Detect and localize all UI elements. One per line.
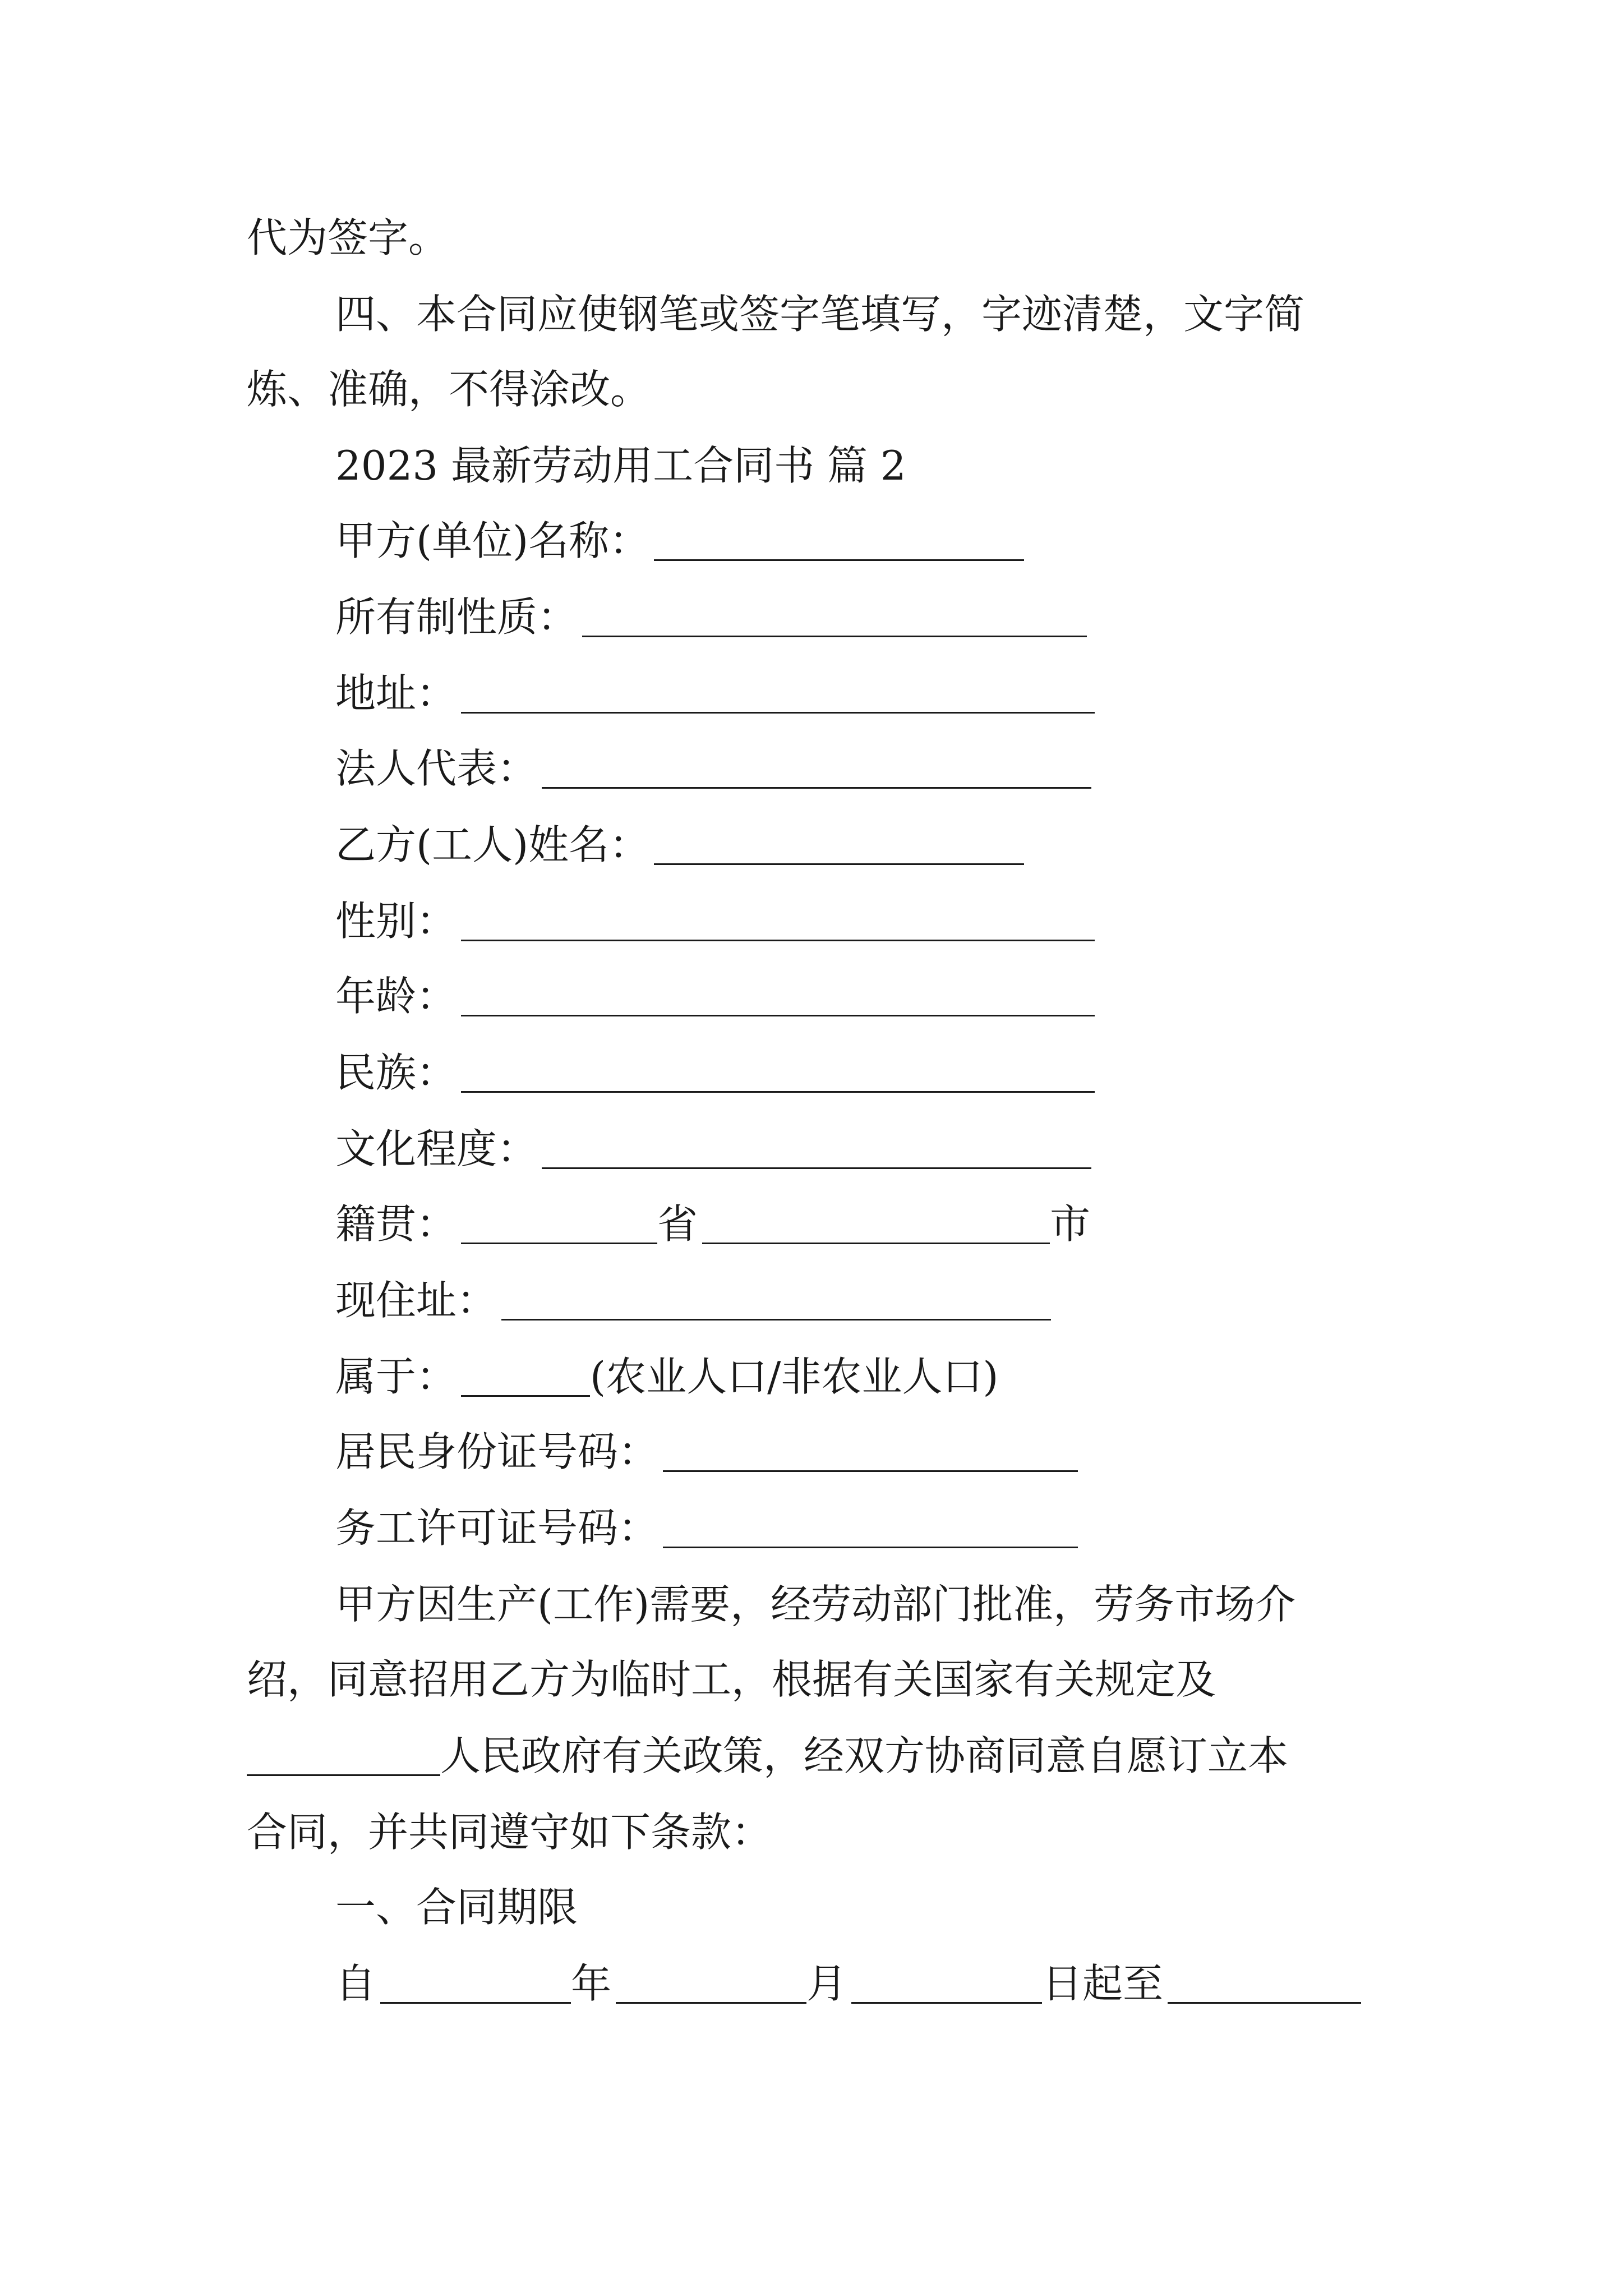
blank-line	[461, 905, 1095, 941]
blank-line	[461, 1056, 1095, 1093]
field-label: 所有制性质：	[335, 593, 578, 641]
field-label: 籍贯：	[335, 1200, 457, 1248]
gender-field	[335, 898, 1095, 945]
blank-line	[461, 980, 1095, 1016]
education-field	[335, 1125, 1091, 1172]
paragraph-text: 人民政府有关政策，经双方协商同意自愿订立本	[440, 1732, 1289, 1779]
province-label: 省	[657, 1200, 698, 1248]
section-heading: 一、合同期限	[335, 1884, 578, 1931]
clause-four-line-1: 四、本合同应使钢笔或签字笔填写，字迹清楚，文字简	[335, 291, 1305, 338]
belongs-options: (农业人口/非农业人口)	[590, 1353, 999, 1400]
blank-line	[851, 1967, 1042, 2004]
year-label: 年	[571, 1960, 612, 2007]
blank-line	[542, 752, 1091, 789]
paragraph-line: 甲方因生产(工作)需要，经劳动部门批准，劳务市场介	[335, 1581, 1296, 1628]
blank-line	[663, 1512, 1078, 1548]
blank-line	[616, 1967, 806, 2004]
blank-line	[1168, 1967, 1361, 2004]
field-label: 年龄：	[335, 973, 457, 1020]
blank-line	[702, 1208, 1050, 1244]
paragraph-line: 绍，同意招用乙方为临时工，根据有关国家有关规定及	[247, 1656, 1216, 1703]
clause-four-line-2: 炼、准确，不得涂改。	[247, 366, 651, 413]
blank-line	[654, 829, 1024, 865]
field-label: 文化程度：	[335, 1125, 538, 1172]
legal-rep-field	[335, 745, 1091, 792]
blank-line	[542, 1133, 1091, 1169]
field-label: 性别：	[335, 898, 457, 945]
blank-line	[380, 1967, 571, 2004]
day-to-label: 日起至	[1042, 1960, 1164, 2007]
blank-line	[654, 524, 1024, 561]
field-label: 乙方(工人)姓名：	[335, 821, 650, 868]
blank-line	[461, 1360, 590, 1397]
from-label: 自	[335, 1960, 376, 2007]
text-line: 代为签字。	[247, 214, 449, 261]
field-label: 务工许可证号码：	[335, 1504, 659, 1552]
blank-line	[461, 677, 1095, 714]
ownership-field	[335, 593, 1087, 641]
city-label: 市	[1050, 1200, 1091, 1248]
party-a-name-field	[335, 517, 1024, 564]
blank-line	[501, 1284, 1051, 1320]
blank-line	[247, 1740, 440, 1776]
blank-line	[663, 1435, 1078, 1472]
current-address-field	[335, 1277, 1051, 1324]
month-label: 月	[806, 1960, 847, 2007]
field-label: 属于：	[335, 1353, 457, 1400]
belongs-to-field	[335, 1353, 999, 1400]
field-label: 民族：	[335, 1049, 457, 1096]
contract-period-line	[335, 1960, 1361, 2007]
native-place-field	[335, 1200, 1091, 1248]
party-b-name-field	[335, 821, 1024, 868]
field-label: 法人代表：	[335, 745, 538, 792]
address-field	[335, 670, 1095, 717]
work-permit-field	[335, 1504, 1078, 1552]
age-field	[335, 973, 1095, 1020]
field-label: 甲方(单位)名称：	[335, 517, 650, 564]
paragraph-line	[247, 1732, 1289, 1779]
paragraph-line: 合同，并共同遵守如下条款：	[247, 1809, 772, 1856]
blank-line	[582, 601, 1087, 637]
field-label: 地址：	[335, 670, 457, 717]
id-number-field	[335, 1428, 1078, 1475]
blank-line	[461, 1208, 657, 1244]
contract-title: 2023 最新劳动用工合同书 篇 2	[335, 442, 906, 489]
field-label: 居民身份证号码：	[335, 1428, 659, 1475]
field-label: 现住址：	[335, 1277, 497, 1324]
ethnicity-field	[335, 1049, 1095, 1096]
